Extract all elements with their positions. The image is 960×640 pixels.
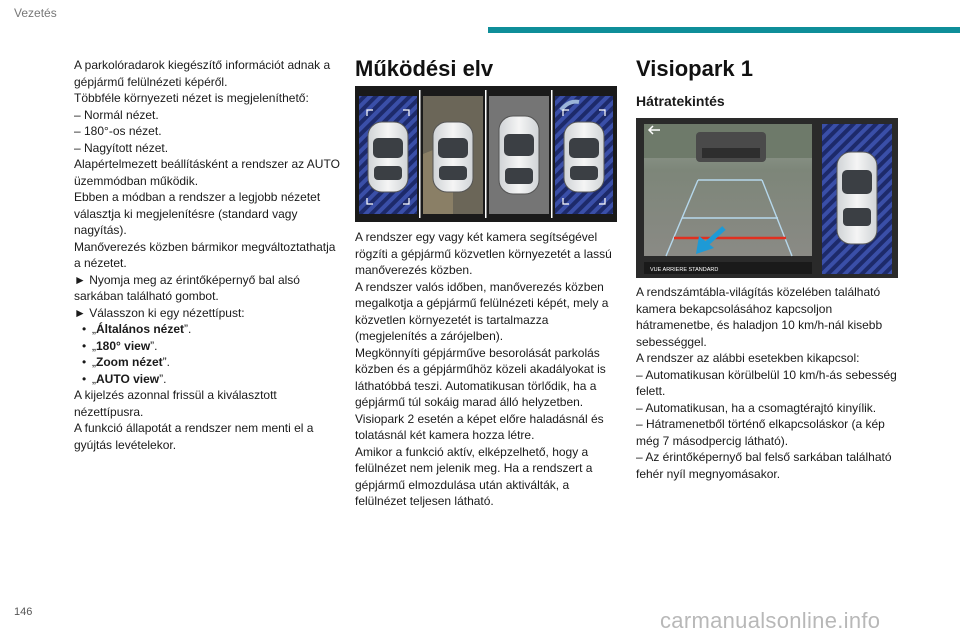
top-view-illustration — [355, 86, 617, 222]
watermark: carmanualsonline.info — [660, 608, 881, 633]
paragraph: Többféle környezeti nézet is megjeleníthető: — [74, 91, 309, 105]
paragraph: Visiopark 2 esetén a képet előre haladásnál és tolatásnál két kamera hozza létre. — [355, 411, 604, 442]
list-item: – Normál nézet. — [74, 107, 159, 122]
list-item: – Az érintőképernyő bal felső sarkában található fehér nyíl megnyomásakor. — [636, 450, 892, 481]
paragraph: A kijelzés azonnal frissül a kiválasztott nézettípusra. — [74, 388, 277, 419]
page-number: 146 — [14, 606, 33, 618]
list-item: – Automatikusan körülbelül 10 km/h-ás sebesség felett. — [636, 367, 897, 398]
list-item: – 180°-os nézet. — [74, 124, 162, 138]
paragraph: A rendszer egy vagy két kamera segítségével rögzíti a gépjármű közvetlen környezetét a lassú manőverezés közben. — [355, 230, 612, 277]
paragraph: A rendszer az alábbi esetekben kikapcsol: — [636, 351, 860, 365]
paragraph: Megkönnyíti gépjárműve besorolását parkolás közben és a gépjárműhöz közeli akadályokat is láthatóbbá teszi. Automatikusan törlődik, ha a gépjármű túl sokáig marad álló helyzetben. — [355, 345, 606, 409]
intro-column — [74, 57, 344, 453]
view-option-name: AUTO view — [96, 371, 160, 386]
paragraph: A parkolóradarok kiegészítő információt adnak a gépjármű felülnézeti képéről. — [74, 58, 331, 89]
list-item: – Hátramenetből történő elkapcsoláskor (a kép még 7 másodpercig látható). — [636, 417, 885, 448]
heading-visiopark-1: Visiopark 1 — [636, 56, 753, 81]
view-option: • „Zoom nézet”. — [82, 355, 171, 369]
rear-camera-screen-illustration — [636, 118, 898, 278]
header-accent-bar — [488, 27, 960, 33]
panel-4 — [555, 96, 613, 214]
paragraph: Ebben a módban a rendszer a legjobb nézetet választja ki megjelenítésre (standard vagy nagyítás). — [74, 190, 321, 237]
view-option: • „Általános nézet”. — [82, 322, 192, 336]
instruction-step: ► Nyomja meg az érintőképernyő bal alsó sarkában található gombot. — [74, 272, 300, 303]
list-item: – Nagyított nézet. — [74, 140, 169, 155]
heading-operating-principle: Működési elv — [355, 56, 494, 81]
panel-3 — [489, 96, 549, 214]
panel-2 — [423, 96, 483, 214]
section-title: Vezetés — [14, 6, 57, 20]
view-option-name: 180° view — [96, 338, 151, 353]
view-option: • „180° view”. — [82, 338, 158, 353]
view-option: • „AUTO view”. — [82, 371, 167, 386]
paragraph: A rendszámtábla-világítás közelében található kamera bekapcsolásához kapcsoljon hátramenetbe, és haladjon 10 km/h-nál kisebb sebességgel. — [636, 285, 883, 349]
paragraph: Amikor a funkció aktív, elképzelhető, hogy a felülnézet nem jelenik meg. Ha a rendszert a gépjármű elmozdulása után aktiválták, a felülnézet teljesen látható. — [355, 444, 593, 508]
subheading-rear-view: Hátratekintés — [636, 93, 725, 109]
operating-principle-text — [355, 229, 623, 510]
paragraph: A rendszer valós időben, manőverezés közben megalkotja a gépjármű felülnézeti képét, mely a közvetlen környezetét is tartalmazza (megjelenítés a zárójelben). — [355, 279, 609, 343]
view-option-name: Zoom nézet — [96, 355, 163, 369]
paragraph: Alapértelmezett beállításként a rendszer az AUTO üzemmódban működik. — [74, 157, 340, 188]
panel-1 — [359, 96, 417, 214]
instruction-step: ► Válasszon ki egy nézettípust: — [74, 305, 245, 320]
paragraph: Manőverezés közben bármikor megváltoztathatja a nézetet. — [74, 239, 336, 270]
screen-mode-label: VUE ARRIERE STANDARD — [650, 267, 719, 273]
list-item: – Automatikusan, ha a csomagtérajtó kinyílik. — [636, 400, 877, 415]
paragraph: A funkció állapotát a rendszer nem menti el a gyújtás levételekor. — [74, 421, 314, 452]
view-option-name: Általános nézet — [96, 322, 185, 336]
rear-view-text — [636, 284, 904, 482]
